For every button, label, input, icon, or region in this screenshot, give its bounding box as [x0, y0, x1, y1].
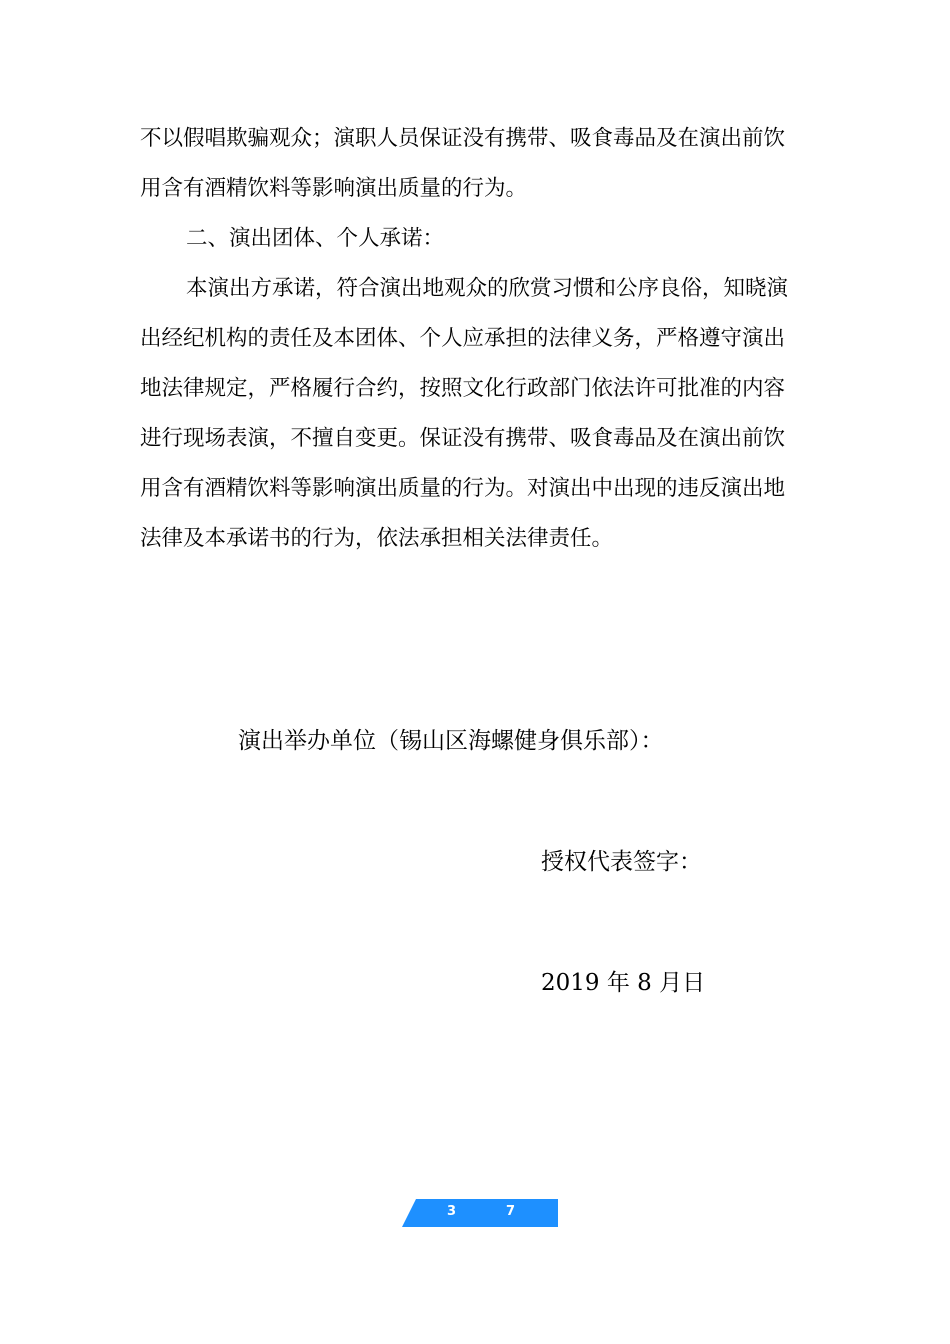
- paragraph-line: 进行现场表演，不擅自变更。保证没有携带、吸食毒品及在演出前饮: [140, 426, 786, 451]
- section-heading-text: 二、演出团体、个人承诺：: [186, 226, 445, 251]
- paragraph-continuation: [140, 114, 820, 214]
- paragraph-line: 用含有酒精饮料等影响演出质量的行为。对演出中出现的违反演出地: [140, 476, 786, 501]
- page-number-current: 3: [447, 1204, 457, 1219]
- organizer-label: 演出举办单位（锡山区海螺健身俱乐部）：: [238, 728, 664, 754]
- page-number-total: 7: [506, 1204, 516, 1219]
- paragraph-line: 不以假唱欺骗观众；演职人员保证没有携带、吸食毒品及在演出前饮: [140, 126, 786, 151]
- section-heading: [140, 214, 820, 264]
- paragraph-line: 法律及本承诺书的行为，依法承担相关法律责任。: [140, 526, 614, 551]
- paragraph-line: 本演出方承诺，符合演出地观众的欣赏习惯和公序良俗，知晓演: [186, 276, 789, 301]
- paragraph-line: 用含有酒精饮料等影响演出质量的行为。: [140, 176, 528, 201]
- pledge-paragraph: [140, 264, 820, 564]
- signature-date: 2019 年 8 月日: [541, 970, 706, 996]
- paragraph-line: 出经纪机构的责任及本团体、个人应承担的法律义务，严格遵守演出: [140, 326, 786, 351]
- page-number-background: [402, 1199, 558, 1227]
- paragraph-line: 地法律规定，严格履行合约，按照文化行政部门依法许可批准的内容: [140, 376, 786, 401]
- representative-signature-label: 授权代表签字：: [541, 849, 702, 875]
- page-number-badge: [402, 1199, 558, 1227]
